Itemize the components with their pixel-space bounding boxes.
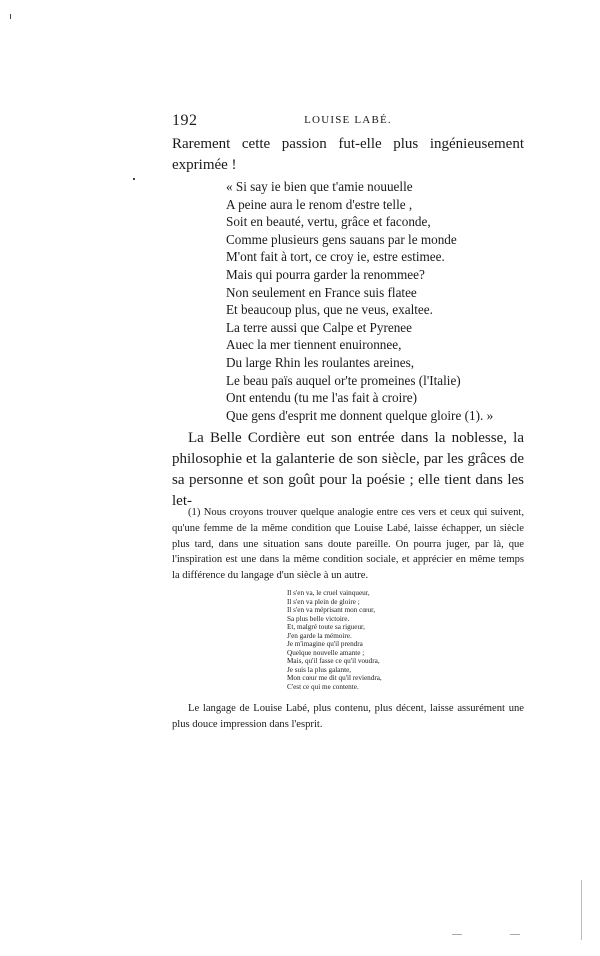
poem-line: Du large Rhin les roulantes areines, bbox=[226, 354, 414, 370]
intro-paragraph bbox=[172, 134, 524, 176]
footnote-poem-line: Mais, qu'il fasse ce qu'il voudra, bbox=[287, 657, 380, 665]
footnote-poem-line: Je suis la plus galante, bbox=[287, 665, 352, 674]
poem-line: Que gens d'esprit me donnent quelque gloire (1). » bbox=[226, 407, 494, 423]
footnote-poem bbox=[287, 589, 487, 691]
conclusion-paragraph bbox=[172, 701, 524, 733]
intro-text: Rarement cette passion fut-elle plus ingénieusement exprimée ! bbox=[172, 136, 524, 173]
footnote-poem-line: Quelque nouvelle amante ; bbox=[287, 648, 365, 657]
footnote bbox=[172, 505, 524, 584]
scan-mark bbox=[452, 934, 462, 935]
conclusion-text: Le langage de Louise Labé, plus contenu, plus décent, laisse assurément une plus douce impression dans l'esprit. bbox=[172, 703, 524, 730]
scan-mark bbox=[510, 934, 520, 935]
scan-mark bbox=[133, 178, 135, 180]
body-text: La Belle Cordière eut son entrée dans la noblesse, la philosophie et la galanterie de son siècle, par les grâces de sa personne et son goût pour la poésie ; elle tient dans les let- bbox=[172, 430, 524, 509]
poem-line: Ont entendu (tu me l'as fait à croire) bbox=[226, 390, 417, 406]
footnote-poem-line: Je m'imagine qu'il prendra bbox=[287, 640, 363, 648]
poem-line: A peine aura le renom d'estre telle , bbox=[226, 196, 413, 212]
poem-line: Le beau païs auquel or'te promeines (l'Italie) bbox=[226, 372, 461, 388]
footnote-poem-line: J'en garde la mémoire. bbox=[287, 631, 352, 640]
scan-mark bbox=[10, 14, 11, 19]
page-header bbox=[172, 112, 524, 130]
footnote-poem-line: Sa plus belle victoire. bbox=[287, 614, 350, 623]
footnote-poem-line: Et, malgré toute sa rigueur, bbox=[287, 623, 365, 631]
footnote-poem-line: Mon cœur me dit qu'il reviendra, bbox=[287, 674, 382, 682]
poem-line: Auec la mer tiennent enuironnee, bbox=[226, 337, 402, 353]
footnote-text: (1) Nous croyons trouver quelque analogie entre ces vers et ceux qui suivent, qu'une femme de la même condition que Louise Labé, laisse échapper, un siècle plus tard, dans une situation sans doute pareille. On pourra juger, par là, que l'inspiration est une dans la même condition sociale, et apprécier en même temps la différence du langage d'un siècle à un autre. bbox=[172, 507, 524, 582]
poem-line: « Si say ie bien que t'amie nouuelle bbox=[226, 179, 413, 194]
poem-line: Comme plusieurs gens sauans par le monde bbox=[226, 231, 457, 247]
footnote-poem-line: Il s'en va, le cruel vainqueur, bbox=[287, 589, 370, 597]
body-paragraph bbox=[172, 428, 524, 512]
poem-line: Non seulement en France suis flatee bbox=[226, 284, 417, 300]
poem-line: La terre aussi que Calpe et Pyrenee bbox=[226, 319, 413, 335]
footnote-poem-line: Il s'en va méprisant mon cœur, bbox=[287, 606, 376, 614]
poem bbox=[226, 178, 526, 424]
poem-line: M'ont fait à tort, ce croy ie, estre estimee. bbox=[226, 249, 445, 265]
running-title: LOUISE LABÉ. bbox=[304, 114, 392, 126]
footnote-poem-line: C'est ce qui me contente. bbox=[287, 682, 359, 691]
scan-mark bbox=[581, 880, 582, 940]
poem-line: Et beaucoup plus, que ne veus, exaltee. bbox=[226, 302, 433, 318]
page-number: 192 bbox=[172, 112, 198, 129]
poem-line: Mais qui pourra garder la renommee? bbox=[226, 266, 425, 282]
footnote-poem-line: Il s'en va plein de gloire ; bbox=[287, 597, 360, 606]
poem-line: Soit en beauté, vertu, grâce et faconde, bbox=[226, 214, 431, 230]
